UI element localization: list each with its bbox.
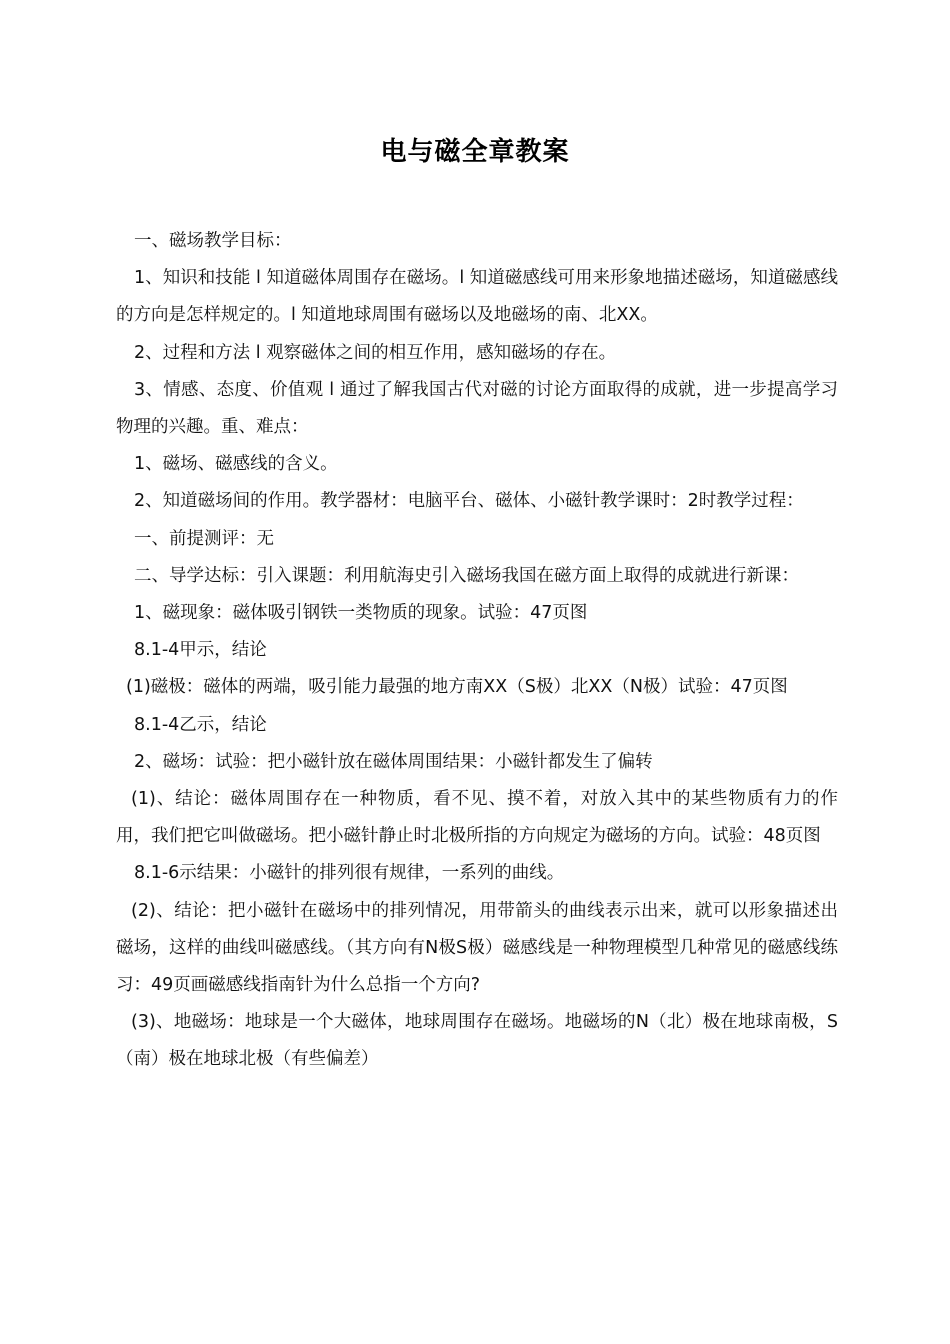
paragraph-magnetic-field: 2、磁场：试验：把小磁针放在磁体周围结果：小磁针都发生了偏转 [134,751,653,772]
paragraph-figure-ref-2: 8.1-4乙示，结论 [134,714,267,735]
paragraph-conclusion-1: (1)、结论：磁体周围存在一种物质，看不见、摸不着，对放入其中的某些物质有力的作用，我们把它叫做磁场。把小磁针静止时北极所指的方向规定为磁场的方向。试验：48页图 [116,789,838,847]
paragraph-geomagnetic-field: (3)、地磁场：地球是一个大磁体，地球周围存在磁场。地磁场的N（北）极在地球南极，S（南）极在地球北极（有些偏差） [116,1012,838,1070]
paragraph-process-methods: 2、过程和方法 l 观察磁体之间的相互作用，感知磁场的存在。 [134,342,617,363]
paragraph-key-point-1: 1、磁场、磁感线的含义。 [134,454,338,475]
paragraph-figure-ref-3: 8.1-6示结果：小磁针的排列很有规律，一系列的曲线。 [134,863,565,884]
paragraph-pre-assessment: 一、前提测评：无 [134,528,274,549]
paragraph-magnetic-poles: (1)磁极：磁体的两端，吸引能力最强的地方南XX（S极）北XX（N极）试验：47页图 [126,677,788,698]
paragraph-figure-ref-1: 8.1-4甲示，结论 [134,640,267,661]
paragraph-attitudes-values: 3、情感、态度、价值观 l 通过了解我国古代对磁的讨论方面取得的成就，进一步提高学习物理的兴趣。重、难点： [116,379,838,438]
paragraph-magnetic-phenomenon: 1、磁现象：磁体吸引钢铁一类物质的现象。试验：47页图 [134,603,588,624]
document-body [116,223,838,1079]
paragraph-guided-learning: 二、导学达标：引入课题：利用航海史引入磁场我国在磁方面上取得的成就进行新课： [134,565,799,586]
document-title: 电与磁全章教案 [380,137,570,167]
paragraph-key-point-2: 2、知道磁场间的作用。教学器材：电脑平台、磁体、小磁针教学课时：2时教学过程： [134,491,804,512]
section-heading-objectives: 一、磁场教学目标： [134,231,292,251]
paragraph-knowledge-skills: 1、知识和技能 l 知道磁体周围存在磁场。l 知道磁感线可用来形象地描述磁场，知道磁感线的方向是怎样规定的。l 知道地球周围有磁场以及地磁场的南、北XX。 [116,268,838,326]
paragraph-conclusion-2: (2)、结论：把小磁针在磁场中的排列情况，用带箭头的曲线表示出来，就可以形象描述出磁场，这样的曲线叫磁感线。（其方向有N极S极）磁感线是一种物理模型几种常见的磁感线练习：49页画磁感线指南针为什么总指一个方向? [116,900,838,996]
